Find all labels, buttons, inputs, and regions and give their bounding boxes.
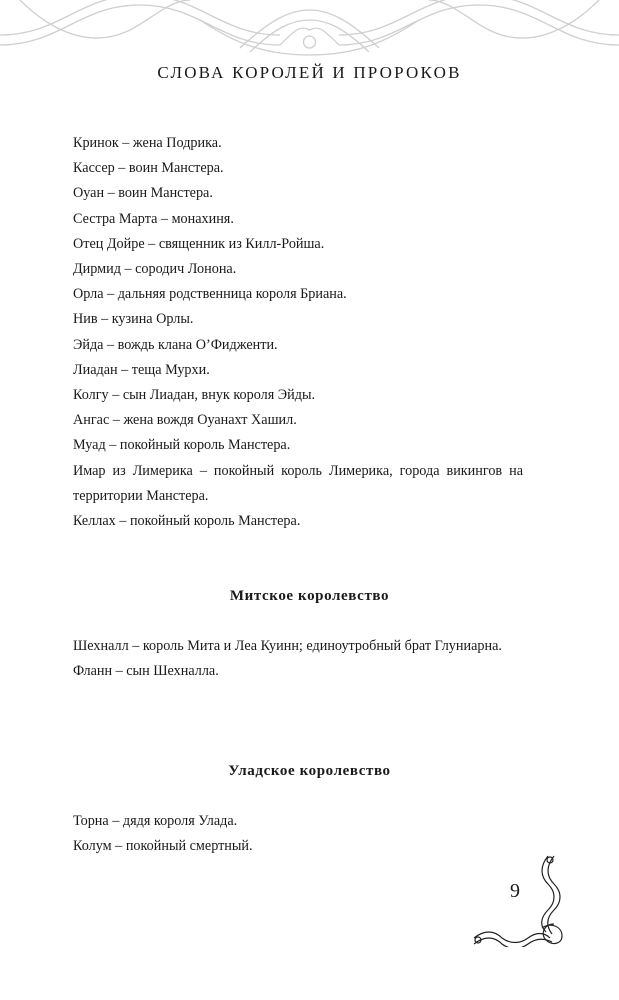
list-item: Торна – дядя короля Улада. bbox=[73, 813, 238, 829]
meath-entries-list bbox=[73, 634, 523, 684]
list-item: Орла – дальняя родственница короля Бриана. bbox=[73, 286, 347, 303]
celtic-knot-header-ornament bbox=[0, 0, 619, 60]
section-heading-meath: Митское королевство bbox=[229, 588, 390, 604]
ulad-entries-list bbox=[73, 809, 523, 859]
list-item: Кринок – жена Подрика. bbox=[73, 135, 222, 151]
manster-entries-list bbox=[73, 131, 523, 534]
list-item: Колум – покойный смертный. bbox=[73, 838, 253, 855]
running-title: СЛОВА КОРОЛЕЙ И ПРОРОКОВ bbox=[157, 63, 462, 82]
list-item: Кассер – воин Манстера. bbox=[73, 160, 224, 177]
section-heading-ulad: Уладское королевство bbox=[228, 763, 391, 779]
list-item: Шехналл – король Мита и Леа Куинн; единоутробный брат Глуниарна. bbox=[73, 638, 502, 654]
page-number: 9 bbox=[510, 880, 520, 902]
list-item: Келлах – покойный король Манстера. bbox=[73, 513, 301, 530]
list-item: Фланн – сын Шехналла. bbox=[73, 663, 219, 680]
list-item: Лиадан – теща Мурхи. bbox=[73, 361, 210, 378]
list-item: Дирмид – сородич Лонона. bbox=[73, 261, 237, 278]
list-item: Сестра Марта – монахиня. bbox=[73, 210, 234, 227]
list-item: Эйда – вождь клана О’Фидженти. bbox=[73, 336, 278, 353]
list-item: Имар из Лимерика – покойный король Лимерика, города викингов на территории Манстера. bbox=[73, 462, 523, 504]
list-item: Колгу – сын Лиадан, внук короля Эйды. bbox=[73, 387, 316, 404]
list-item: Нив – кузина Орлы. bbox=[73, 311, 194, 328]
list-item: Муад – покойный король Манстера. bbox=[73, 437, 291, 454]
list-item: Отец Дойре – священник из Килл-Ройша. bbox=[73, 235, 325, 252]
list-item: Оуан – воин Манстера. bbox=[73, 185, 213, 202]
list-item: Ангас – жена вождя Оуанахт Хашил. bbox=[73, 412, 297, 429]
